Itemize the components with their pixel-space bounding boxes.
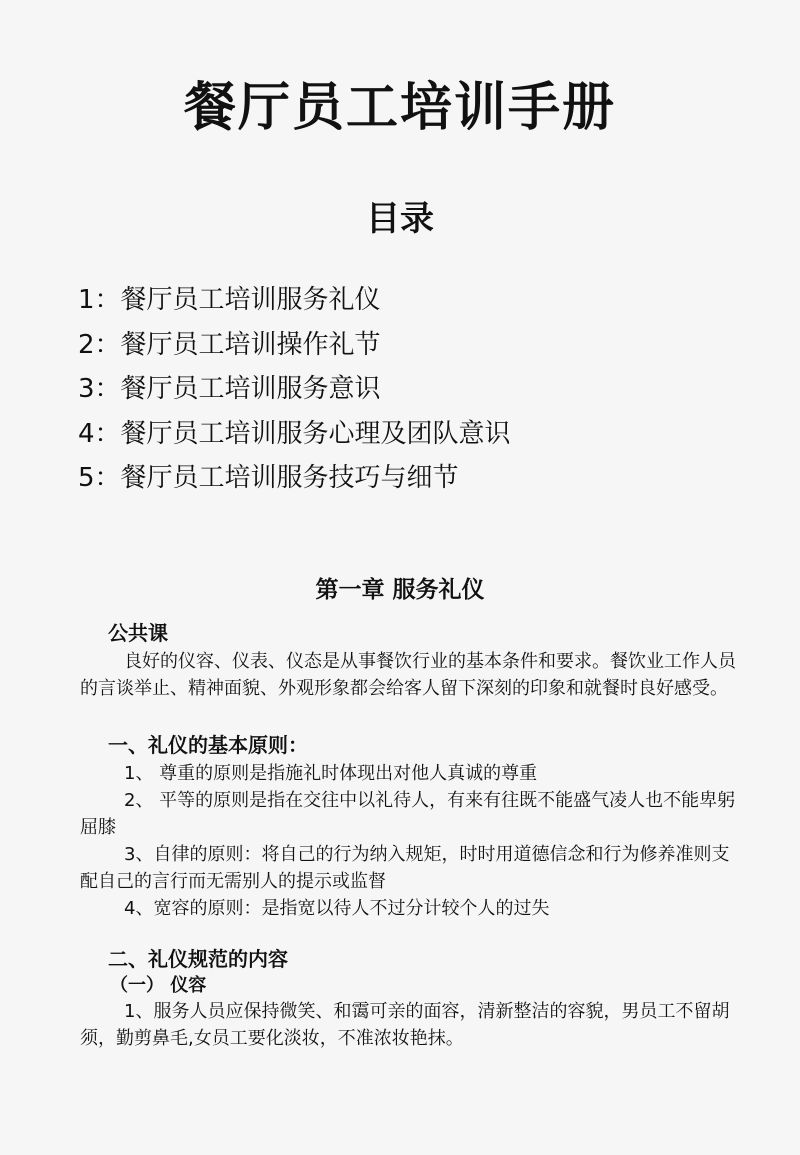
- table-of-contents: [78, 278, 511, 501]
- spacer: [80, 922, 740, 944]
- toc-title: 目录: [366, 199, 434, 239]
- chapter-title: 第一章 服务礼仪: [315, 577, 485, 603]
- toc-item: 1：餐厅员工培训服务礼仪: [78, 285, 381, 315]
- chapter-content: [80, 618, 740, 1052]
- toc-item: 3：餐厅员工培训服务意识: [78, 374, 381, 404]
- public-course-text: 良好的仪容、仪表、仪态是从事餐饮行业的基本条件和要求。餐饮业工作人员的言谈举止、精神面貌、外观形象都会给客人留下深刻的印象和就餐时良好感受。: [80, 651, 736, 699]
- principle-item: 2、 平等的原则是指在交往中以礼待人，有来有往既不能盛气凌人也不能卑躬屈膝: [80, 790, 736, 838]
- section-heading: 一、礼仪的基本原则：: [108, 733, 308, 757]
- appearance-item: 1、服务人员应保持微笑、和霭可亲的面容，清新整洁的容貌，男员工不留胡须，勤剪鼻毛,女员工要化淡妆，不准浓妆艳抹。: [80, 1001, 730, 1049]
- toc-item: 4：餐厅员工培训服务心理及团队意识: [78, 418, 511, 449]
- principle-item: 1、 尊重的原则是指施礼时体现出对他人真诚的尊重: [124, 763, 538, 784]
- toc-item: 5：餐厅员工培训服务技巧与细节: [78, 463, 459, 493]
- public-course-heading: 公共课: [108, 621, 168, 645]
- section-heading: 二、礼仪规范的内容: [108, 947, 288, 971]
- subsection-heading: （一） 仪容: [110, 975, 207, 996]
- document-title: 餐厅员工培训手册: [183, 78, 616, 138]
- toc-item: 2：餐厅员工培训操作礼节: [78, 329, 381, 360]
- spacer: [80, 702, 740, 730]
- principle-item: 4、宽容的原则：是指宽以待人不过分计较个人的过失: [124, 898, 550, 919]
- principle-item: 3、自律的原则：将自己的行为纳入规矩，时时用道德信念和行为修养准则支配自己的言行而无需别人的提示或监督: [80, 844, 730, 892]
